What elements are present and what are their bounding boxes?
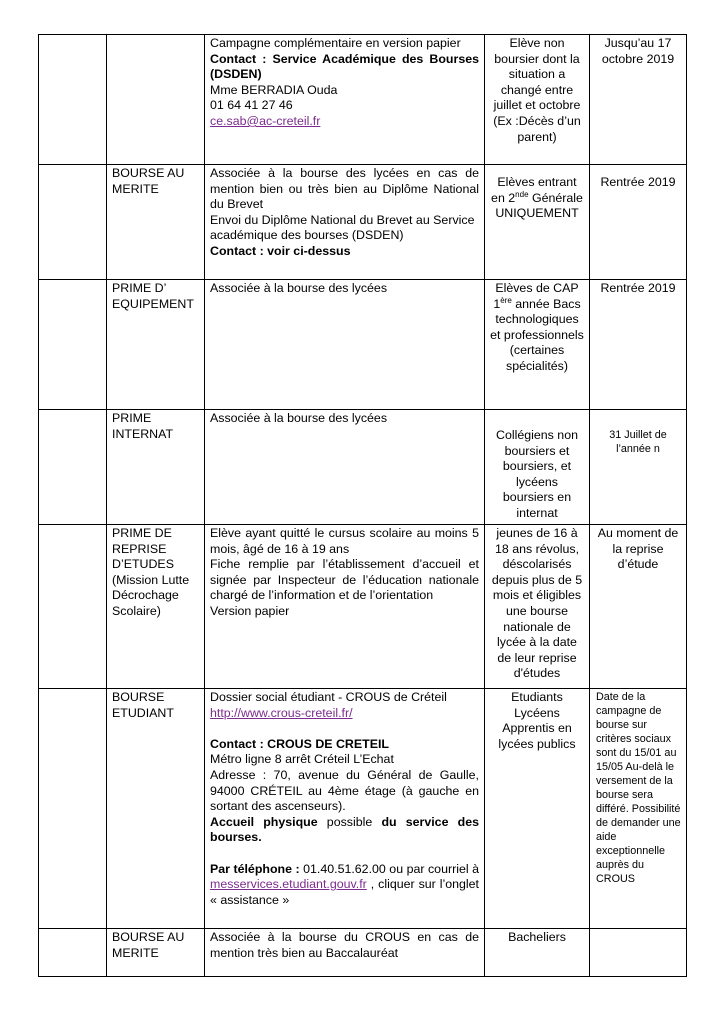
beneficiaries-text: Elèves de CAP 1: [493, 281, 579, 311]
row-beneficiaries: [485, 280, 590, 410]
superscript: nde: [515, 189, 529, 199]
row-deadline: Rentrée 2019: [590, 165, 687, 280]
table-row: [39, 689, 687, 929]
row-beneficiaries: Bacheliers: [485, 929, 590, 977]
row-deadline: Au moment de la reprise d’étude: [590, 525, 687, 689]
reception-line: [210, 815, 479, 846]
email-link[interactable]: ce.sab@ac-creteil.fr: [210, 113, 321, 128]
row-label: BOURSE AU MERITE: [107, 165, 205, 280]
contact-line: Contact : voir ci-dessus: [210, 243, 351, 258]
superscript: ère: [500, 295, 512, 305]
description-line: Campagne complémentaire en version papier: [210, 36, 461, 50]
phone-line: [210, 862, 479, 909]
description-line: Associée à la bourse du CROUS en cas de mention très bien au Baccalauréat: [210, 930, 479, 960]
row-description: [205, 929, 485, 977]
table-row: [39, 929, 687, 977]
table-row: [39, 165, 687, 280]
row-description: [205, 689, 485, 929]
row-deadline: 31 Juillet de l’année n: [590, 410, 687, 525]
description-line: Fiche remplie par l’établissement d’accueil et signée par Inspecteur de l’éducation nationale chargé de l’information et de l’orientation: [210, 557, 479, 603]
blank-cell: [39, 280, 107, 410]
bold-text: Accueil physique: [210, 814, 318, 829]
beneficiaries-text: Elèves entrant en 2: [491, 175, 577, 205]
row-beneficiaries: Etudiants Lycéens Apprentis en lycées publics: [485, 689, 590, 929]
description-line: Elève ayant quitté le cursus scolaire au moins 5 mois, âgé de 16 à 19 ans: [210, 526, 479, 556]
description-line: Associée à la bourse des lycées: [210, 411, 388, 425]
plain-text: 01.40.51.62.00 ou par courriel à: [299, 861, 479, 876]
bold-text: du service des bourses.: [210, 814, 479, 845]
messervices-link[interactable]: messervices.etudiant.gouv.fr: [210, 877, 367, 892]
table-row: [39, 35, 687, 165]
description-line: Version papier: [210, 603, 290, 618]
blank-cell: [39, 410, 107, 525]
row-label: BOURSE AU MERITE: [107, 929, 205, 977]
plain-text: , cliquer sur l’onglet « assistance »: [210, 877, 479, 907]
plain-text: possible: [317, 814, 382, 829]
table-row: [39, 525, 687, 689]
beneficiaries-text: Générale UNIQUEMENT: [495, 190, 583, 221]
row-label: PRIME D’ EQUIPEMENT: [107, 280, 205, 410]
row-beneficiaries: [485, 165, 590, 280]
table-row: [39, 410, 687, 525]
row-label: PRIME INTERNAT: [107, 410, 205, 525]
row-description: [205, 165, 485, 280]
description-line: Envoi du Diplôme National du Brevet au Service académique des bourses (DSDEN): [210, 212, 475, 243]
row-deadline: Rentrée 2019: [590, 280, 687, 410]
description-line: Associée à la bourse des lycées: [210, 281, 388, 295]
address-line: Adresse : 70, avenue du Général de Gaulle, 94000 CRÉTEIL au 4ème étage (à gauche en sortant des ascenseurs).: [210, 767, 479, 814]
row-beneficiaries: Elève non boursier dont la situation a changé entre juillet et octobre (Ex :Décès d’un parent): [485, 35, 590, 165]
blank-cell: [39, 929, 107, 977]
bold-text: Par téléphone :: [210, 861, 300, 876]
crous-website-link[interactable]: http://www.crous-creteil.fr/: [210, 705, 353, 720]
beneficiaries-text: année Bacs technologiques et professionnels (certaines spécialités): [490, 296, 584, 373]
row-beneficiaries: Collégiens non boursiers et boursiers, et lycéens boursiers en internat: [485, 410, 590, 525]
row-deadline: Date de la campagne de bourse sur critères sociaux sont du 15/01 au 15/05 Au-delà le versement de la bourse sera différé. Possibilité de demander une aide exceptionnelle auprès du CROUS: [590, 689, 687, 929]
spacer-line: [210, 721, 479, 737]
row-description: [205, 525, 485, 689]
row-label: [107, 35, 205, 165]
table-row: [39, 280, 687, 410]
blank-cell: [39, 165, 107, 280]
description-line: Métro ligne 8 arrêt Créteil L’Echat: [210, 752, 394, 767]
description-line: Dossier social étudiant - CROUS de Créteil: [210, 690, 447, 704]
row-description: [205, 35, 485, 165]
row-deadline: [590, 929, 687, 977]
blank-cell: [39, 35, 107, 165]
contact-line: Contact : Service Académique des Bourses (DSDEN): [210, 51, 479, 82]
row-label: PRIME DE REPRISE D’ETUDES (Mission Lutte Décrochage Scolaire): [107, 525, 205, 689]
blank-cell: [39, 689, 107, 929]
row-description: [205, 410, 485, 525]
blank-cell: [39, 525, 107, 689]
contact-phone: 01 64 41 27 46: [210, 98, 293, 113]
row-description: [205, 280, 485, 410]
contact-line: Contact : CROUS DE CRETEIL: [210, 736, 389, 751]
description-line: Associée à la bourse des lycées en cas de mention bien ou très bien au Diplôme National du Brevet: [210, 166, 479, 212]
row-label: BOURSE ETUDIANT: [107, 689, 205, 929]
scholarship-table: [38, 34, 687, 977]
contact-name: Mme BERRADIA Ouda: [210, 82, 338, 97]
row-deadline: Jusqu’au 17 octobre 2019: [590, 35, 687, 165]
row-beneficiaries: jeunes de 16 à 18 ans révolus, déscolarisés depuis plus de 5 mois et éligibles une bourse nationale de lycée à la date de leur reprise d'études: [485, 525, 590, 689]
spacer-line: [210, 846, 479, 862]
